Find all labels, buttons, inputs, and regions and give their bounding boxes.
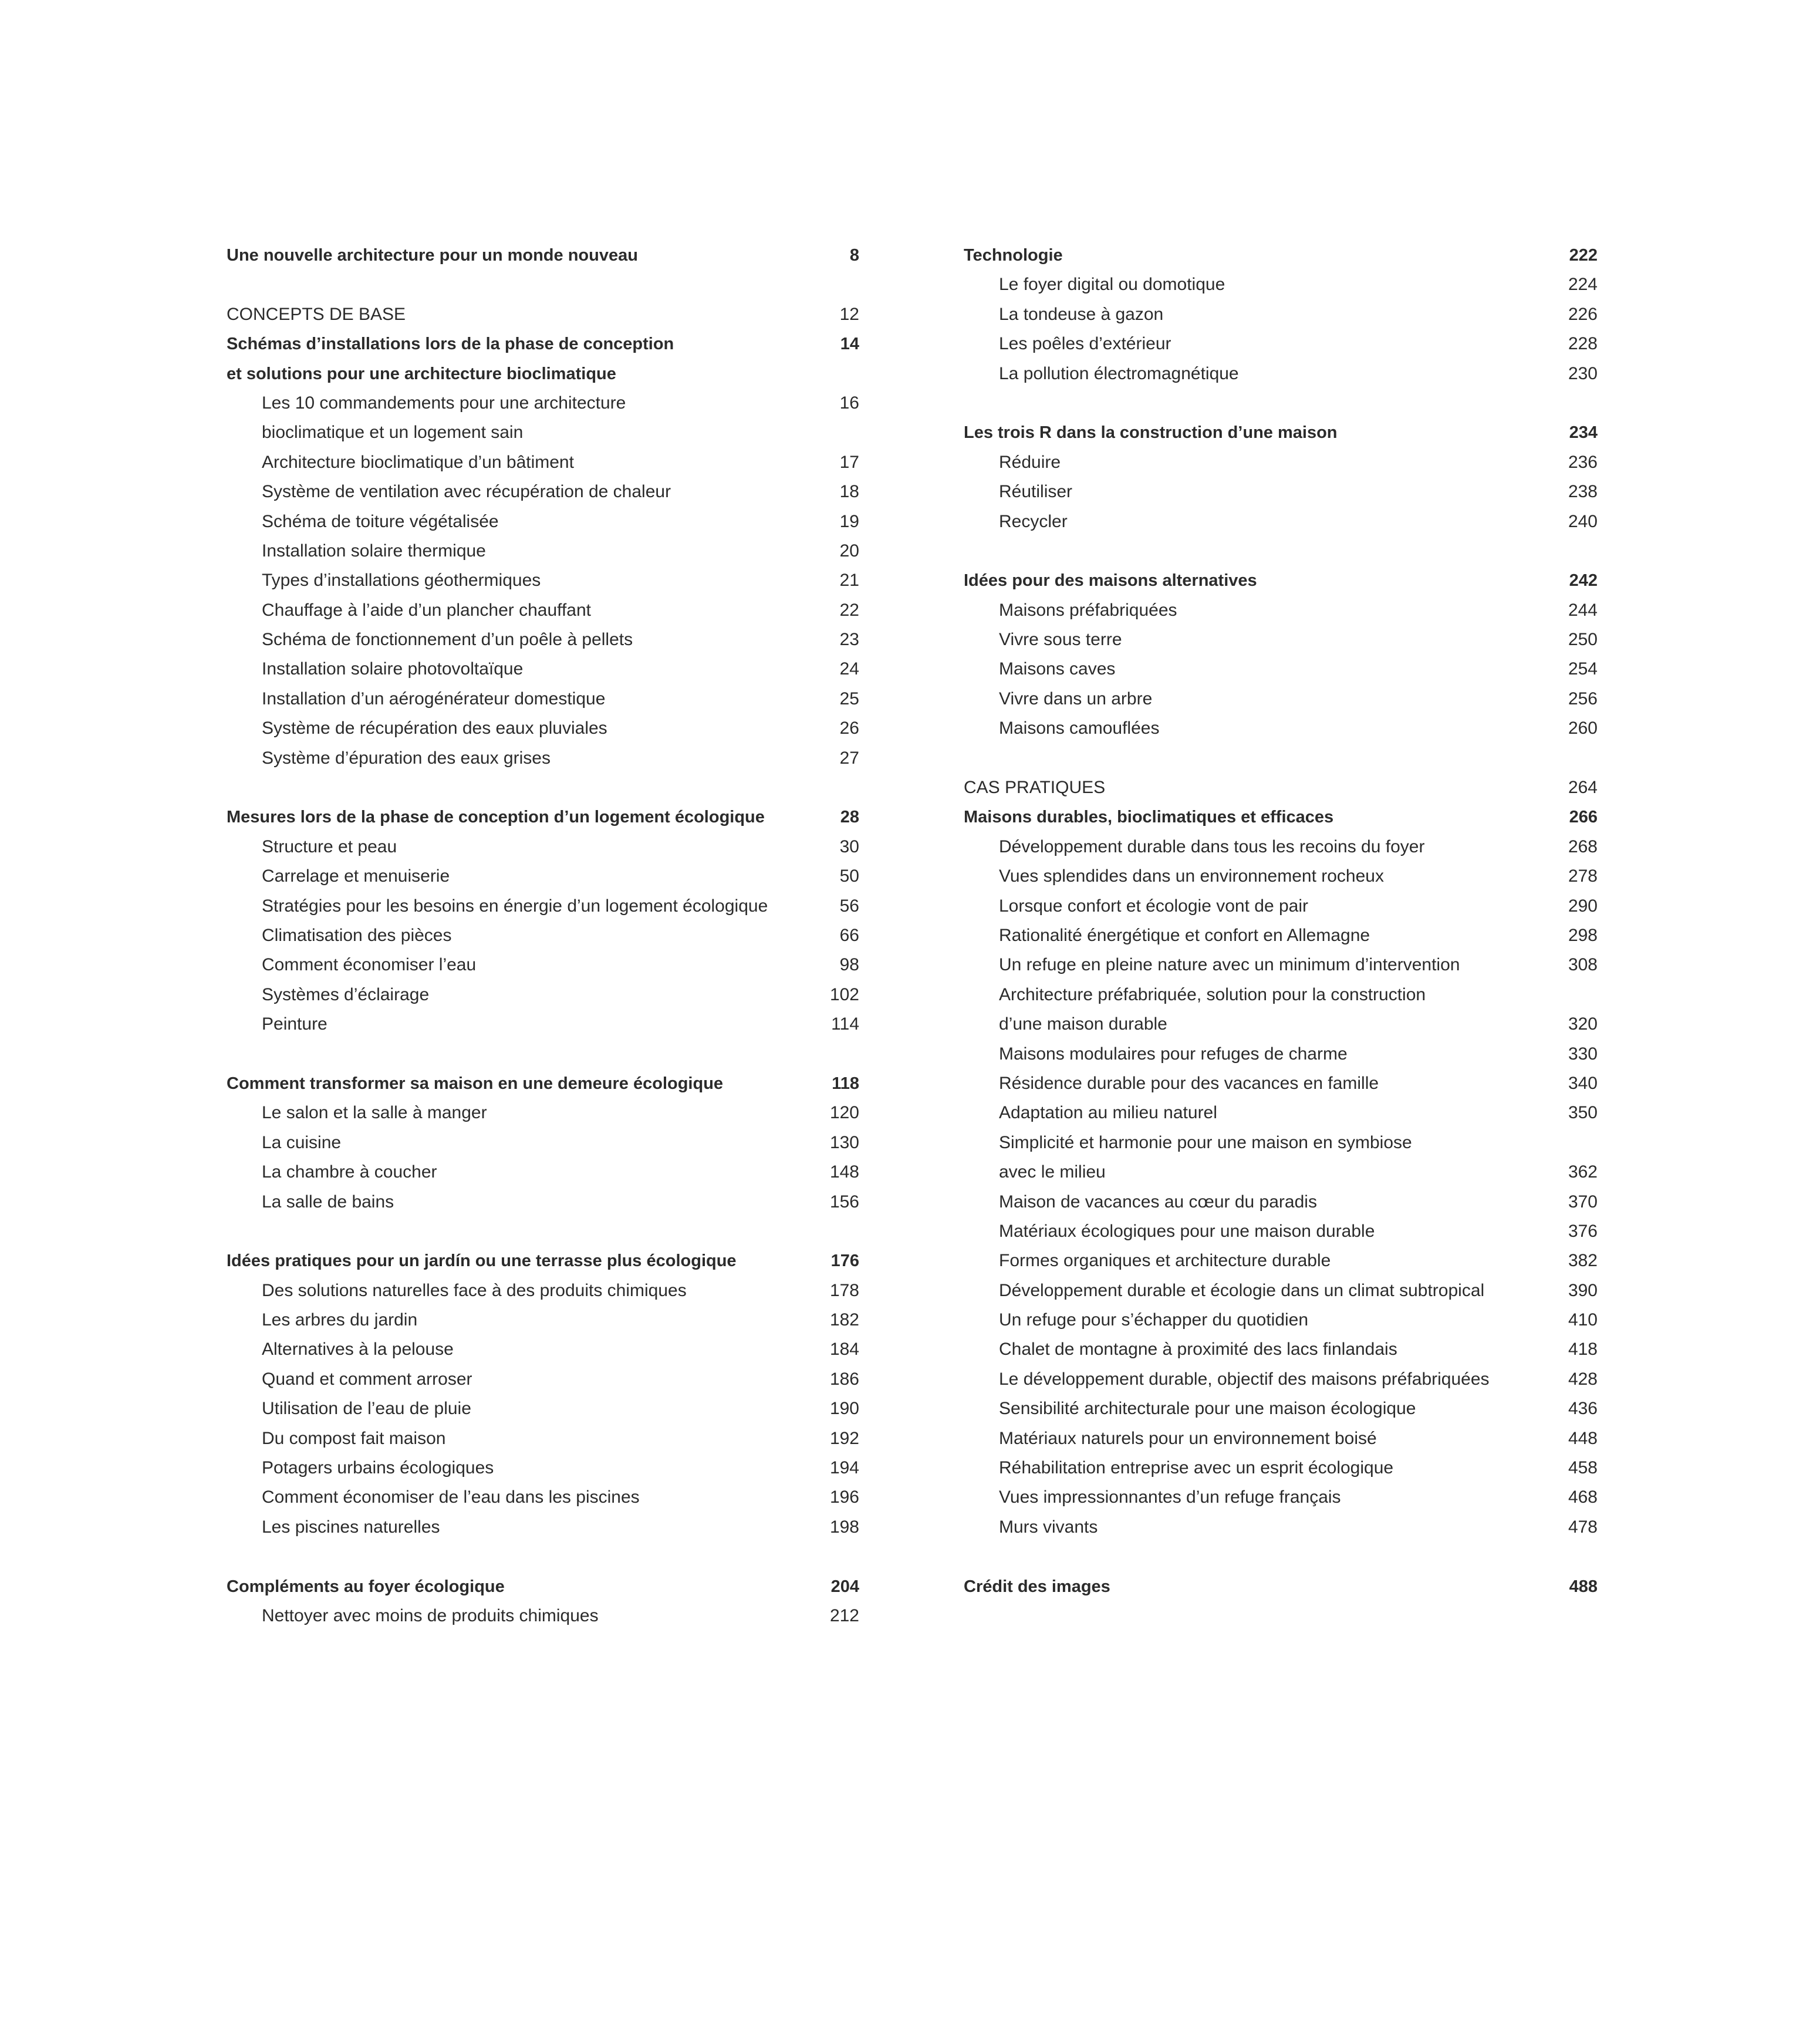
section-title: Une nouvelle architecture pour un monde nouveau bbox=[227, 246, 638, 265]
subsection-title: Maison de vacances au cœur du paradis bbox=[999, 1192, 1317, 1212]
subsection-title: Installation solaire photovoltaïque bbox=[262, 659, 524, 679]
toc-entry-du-compost-fait-maison bbox=[227, 1424, 859, 1453]
toc-entry-des-solutions-naturelles-face-a-des-prod bbox=[227, 1276, 859, 1305]
page-number: 298 bbox=[1568, 925, 1598, 945]
page-number: 242 bbox=[1569, 571, 1598, 591]
subsection-title: Maisons modulaires pour refuges de charme bbox=[999, 1044, 1348, 1064]
subsection-title: Murs vivants bbox=[999, 1517, 1098, 1537]
toc-entry-idees-pratiques-pour-un-jardin-ou-une-te bbox=[227, 1246, 859, 1276]
toc-entry-bioclimatique-et-un-logement-sain bbox=[227, 418, 859, 447]
toc-entry-vivre-sous-terre bbox=[964, 625, 1598, 655]
subsection-title: Architecture préfabriquée, solution pour la construction bbox=[999, 984, 1426, 1004]
toc-entry-systeme-de-ventilation-avec-recuperation bbox=[227, 477, 859, 507]
subsection-title: Types d’installations géothermiques bbox=[262, 571, 541, 591]
toc-entry-lorsque-confort-et-ecologie-vont-de-pair bbox=[964, 892, 1598, 921]
toc-entry-materiaux-ecologiques-pour-une-maison-du bbox=[964, 1217, 1598, 1246]
page-number: 226 bbox=[1568, 304, 1598, 324]
subsection-title: Rationalité énergétique et confort en Allemagne bbox=[999, 925, 1370, 945]
subsection-title: Réutiliser bbox=[999, 482, 1073, 502]
subsection-title: Réduire bbox=[999, 452, 1061, 472]
toc-entry-architecture-prefabriquee-solution-pour- bbox=[964, 980, 1598, 1010]
toc-entry-le-foyer-digital-ou-domotique bbox=[964, 270, 1598, 299]
toc-entry-la-cuisine bbox=[227, 1128, 859, 1158]
page-number: 212 bbox=[829, 1605, 859, 1625]
page-number: 222 bbox=[1569, 246, 1598, 265]
subsection-title: Comment économiser l’eau bbox=[262, 955, 477, 975]
section-title: et solutions pour une architecture bioclimatique bbox=[227, 364, 616, 383]
page-number: 468 bbox=[1568, 1487, 1598, 1507]
subsection-title: Le développement durable, objectif des maisons préfabriquées bbox=[999, 1369, 1490, 1389]
toc-entry-une-nouvelle-architecture-pour-un-monde- bbox=[227, 241, 859, 270]
subsection-title: Formes organiques et architecture durable bbox=[999, 1251, 1331, 1271]
subsection-title: La cuisine bbox=[262, 1132, 342, 1152]
toc-entry-les-piscines-naturelles bbox=[227, 1513, 859, 1542]
subsection-title: Maisons camouflées bbox=[999, 718, 1160, 738]
subsection-title: Alternatives à la pelouse bbox=[262, 1340, 454, 1359]
page-number: 186 bbox=[829, 1369, 859, 1389]
subsection-title: Architecture bioclimatique d’un bâtiment bbox=[262, 452, 574, 472]
toc-entry-d-une-maison-durable bbox=[964, 1010, 1598, 1039]
page-number: 8 bbox=[849, 246, 859, 265]
page-number: 458 bbox=[1568, 1458, 1598, 1478]
page-number: 27 bbox=[839, 748, 859, 768]
page-number: 428 bbox=[1568, 1369, 1598, 1389]
page-number: 28 bbox=[840, 808, 859, 827]
page-number: 50 bbox=[839, 866, 859, 886]
page-number: 178 bbox=[829, 1280, 859, 1300]
page-number: 130 bbox=[829, 1132, 859, 1152]
subsection-title: Climatisation des pièces bbox=[262, 925, 452, 945]
page-number: 25 bbox=[839, 689, 859, 709]
toc-entry-les-10-commandements-pour-une-architectu bbox=[227, 389, 859, 418]
toc-entry-vivre-dans-un-arbre bbox=[964, 684, 1598, 714]
toc-entry-sensibilite-architecturale-pour-une-mais bbox=[964, 1394, 1598, 1423]
subsection-title: Systèmes d’éclairage bbox=[262, 984, 430, 1004]
page-number: 308 bbox=[1568, 955, 1598, 975]
toc-entry-credit-des-images bbox=[964, 1572, 1598, 1601]
toc-entry-complements-au-foyer-ecologique bbox=[227, 1572, 859, 1601]
subsection-title: Stratégies pour les besoins en énergie d’un logement écologique bbox=[262, 896, 768, 916]
subsection-title: Système d’épuration des eaux grises bbox=[262, 748, 551, 768]
toc-entry-rationalite-energetique-et-confort-en-al bbox=[964, 921, 1598, 950]
toc-entry-mesures-lors-de-la-phase-de-conception-d bbox=[227, 802, 859, 832]
subsection-title: Matériaux naturels pour un environnement boisé bbox=[999, 1428, 1377, 1448]
page-number: 382 bbox=[1568, 1251, 1598, 1271]
page-number: 436 bbox=[1568, 1399, 1598, 1419]
page-number: 156 bbox=[829, 1192, 859, 1212]
toc-right-column bbox=[964, 241, 1598, 1601]
page-number: 256 bbox=[1568, 689, 1598, 709]
subsection-title: Système de récupération des eaux pluviales bbox=[262, 718, 607, 738]
subsection-title: Installation solaire thermique bbox=[262, 541, 486, 561]
page-number: 184 bbox=[829, 1340, 859, 1359]
section-title: Crédit des images bbox=[964, 1577, 1110, 1596]
page-number: 376 bbox=[1568, 1221, 1598, 1241]
toc-entry-comment-transformer-sa-maison-en-une-dem bbox=[227, 1069, 859, 1098]
toc-entry-idees-pour-des-maisons-alternatives bbox=[964, 566, 1598, 595]
subsection-title: Système de ventilation avec récupération de chaleur bbox=[262, 482, 671, 502]
subsection-title: Développement durable et écologie dans un climat subtropical bbox=[999, 1280, 1485, 1300]
page-number: 204 bbox=[830, 1577, 859, 1596]
subsection-title: La chambre à coucher bbox=[262, 1162, 437, 1182]
toc-entry-cas-pratiques bbox=[964, 773, 1598, 802]
page-number: 350 bbox=[1568, 1103, 1598, 1123]
part-title: CONCEPTS DE BASE bbox=[227, 304, 406, 324]
toc-entry-systemes-d-eclairage bbox=[227, 980, 859, 1010]
subsection-title: Nettoyer avec moins de produits chimiques bbox=[262, 1605, 599, 1625]
toc-entry-installation-solaire-thermique bbox=[227, 537, 859, 566]
toc-entry-utilisation-de-l-eau-de-pluie bbox=[227, 1394, 859, 1423]
subsection-title: Utilisation de l’eau de pluie bbox=[262, 1399, 471, 1419]
subsection-title: Des solutions naturelles face à des produits chimiques bbox=[262, 1280, 687, 1300]
subsection-title: Vues splendides dans un environnement rocheux bbox=[999, 866, 1384, 886]
subsection-title: La pollution électromagnétique bbox=[999, 363, 1239, 383]
page-number: 340 bbox=[1568, 1073, 1598, 1093]
page-number: 26 bbox=[839, 718, 859, 738]
subsection-title: Sensibilité architecturale pour une maison écologique bbox=[999, 1399, 1416, 1419]
page-number: 488 bbox=[1569, 1577, 1598, 1596]
page-number: 236 bbox=[1568, 452, 1598, 472]
toc-entry-maisons-caves bbox=[964, 655, 1598, 684]
toc-entry-systeme-de-recuperation-des-eaux-pluvial bbox=[227, 714, 859, 743]
toc-left-column bbox=[227, 241, 859, 1631]
page-number: 17 bbox=[839, 452, 859, 472]
page-number: 192 bbox=[829, 1428, 859, 1448]
page-number: 234 bbox=[1569, 423, 1598, 443]
page-number: 410 bbox=[1568, 1310, 1598, 1330]
subsection-title: d’une maison durable bbox=[999, 1014, 1167, 1034]
page-number: 114 bbox=[831, 1014, 859, 1034]
page-number: 290 bbox=[1568, 896, 1598, 916]
page-number: 244 bbox=[1568, 600, 1598, 620]
page-number: 224 bbox=[1568, 275, 1598, 295]
toc-entry-les-poeles-d-exterieur bbox=[964, 329, 1598, 359]
subsection-title: Développement durable dans tous les recoins du foyer bbox=[999, 836, 1425, 856]
page-number: 20 bbox=[839, 541, 859, 561]
toc-entry-reduire bbox=[964, 448, 1598, 477]
page-number: 21 bbox=[839, 571, 859, 591]
part-title: CAS PRATIQUES bbox=[964, 778, 1106, 798]
page-number: 448 bbox=[1568, 1428, 1598, 1448]
section-title: Schémas d’installations lors de la phase de conception bbox=[227, 335, 674, 354]
subsection-title: Maisons caves bbox=[999, 659, 1116, 679]
toc-entry-murs-vivants bbox=[964, 1513, 1598, 1542]
page-number: 56 bbox=[839, 896, 859, 916]
page-number: 182 bbox=[829, 1310, 859, 1330]
page-number: 266 bbox=[1569, 808, 1598, 827]
page-number: 66 bbox=[839, 925, 859, 945]
toc-entry-alternatives-a-la-pelouse bbox=[227, 1335, 859, 1364]
page-number: 12 bbox=[839, 304, 859, 324]
toc-entry-vues-splendides-dans-un-environnement-ro bbox=[964, 862, 1598, 891]
page-number: 320 bbox=[1568, 1014, 1598, 1034]
toc-entry-les-trois-r-dans-la-construction-d-une-m bbox=[964, 418, 1598, 447]
toc-entry-developpement-durable-et-ecologie-dans-u bbox=[964, 1276, 1598, 1305]
toc-entry-la-tondeuse-a-gazon bbox=[964, 300, 1598, 329]
toc-entry-la-pollution-electromagnetique bbox=[964, 359, 1598, 389]
page-number: 102 bbox=[829, 984, 859, 1004]
subsection-title: Schéma de fonctionnement d’un poêle à pellets bbox=[262, 630, 633, 650]
page-number: 370 bbox=[1568, 1192, 1598, 1212]
page-number: 478 bbox=[1568, 1517, 1598, 1537]
page-number: 264 bbox=[1568, 778, 1598, 798]
subsection-title: Comment économiser de l’eau dans les piscines bbox=[262, 1487, 640, 1507]
subsection-title: Le foyer digital ou domotique bbox=[999, 275, 1225, 295]
toc-entry-rehabilitation-entreprise-avec-un-esprit bbox=[964, 1453, 1598, 1483]
page-number: 19 bbox=[839, 511, 859, 531]
toc-entry-chauffage-a-l-aide-d-un-plancher-chauffa bbox=[227, 596, 859, 625]
page-number: 98 bbox=[839, 955, 859, 975]
page-number: 390 bbox=[1568, 1280, 1598, 1300]
toc-entry-le-salon-et-la-salle-a-manger bbox=[227, 1098, 859, 1128]
page-number: 24 bbox=[839, 659, 859, 679]
toc-entry-maisons-modulaires-pour-refuges-de-charm bbox=[964, 1040, 1598, 1069]
toc-entry-reutiliser bbox=[964, 477, 1598, 507]
toc-entry-un-refuge-pour-s-echapper-du-quotidien bbox=[964, 1305, 1598, 1335]
toc-entry-concepts-de-base bbox=[227, 300, 859, 329]
subsection-title: Carrelage et menuiserie bbox=[262, 866, 450, 886]
toc-entry-avec-le-milieu bbox=[964, 1158, 1598, 1187]
section-title: Compléments au foyer écologique bbox=[227, 1577, 505, 1596]
page-number: 250 bbox=[1568, 630, 1598, 650]
toc-entry-et-solutions-pour-une-architecture-biocl bbox=[227, 359, 859, 389]
section-title: Technologie bbox=[964, 246, 1063, 265]
subsection-title: Résidence durable pour des vacances en famille bbox=[999, 1073, 1379, 1093]
page-number: 196 bbox=[829, 1487, 859, 1507]
subsection-title: Matériaux écologiques pour une maison durable bbox=[999, 1221, 1375, 1241]
subsection-title: Chauffage à l’aide d’un plancher chauffant bbox=[262, 600, 591, 620]
toc-entry-materiaux-naturels-pour-un-environnement bbox=[964, 1424, 1598, 1453]
toc-entry-technologie bbox=[964, 241, 1598, 270]
page-number: 30 bbox=[839, 836, 859, 856]
toc-entry-les-arbres-du-jardin bbox=[227, 1305, 859, 1335]
subsection-title: Recycler bbox=[999, 511, 1068, 531]
page-number: 23 bbox=[839, 630, 859, 650]
toc-entry-peinture bbox=[227, 1010, 859, 1039]
page-number: 260 bbox=[1568, 718, 1598, 738]
page-number: 228 bbox=[1568, 334, 1598, 354]
toc-entry-maison-de-vacances-au-c-ur-du-paradis bbox=[964, 1188, 1598, 1217]
subsection-title: Le salon et la salle à manger bbox=[262, 1103, 487, 1123]
subsection-title: Un refuge pour s’échapper du quotidien bbox=[999, 1310, 1309, 1330]
toc-entry-maisons-durables-bioclimatiques-et-effic bbox=[964, 802, 1598, 832]
toc-entry-adaptation-au-milieu-naturel bbox=[964, 1098, 1598, 1128]
page-number: 14 bbox=[840, 335, 859, 354]
page-number: 238 bbox=[1568, 482, 1598, 502]
subsection-title: Vues impressionnantes d’un refuge français bbox=[999, 1487, 1341, 1507]
page-number: 418 bbox=[1568, 1340, 1598, 1359]
page-number: 278 bbox=[1568, 866, 1598, 886]
page-number: 120 bbox=[829, 1103, 859, 1123]
subsection-title: Quand et comment arroser bbox=[262, 1369, 472, 1389]
toc-entry-vues-impressionnantes-d-un-refuge-franca bbox=[964, 1483, 1598, 1512]
toc-entry-maisons-camouflees bbox=[964, 714, 1598, 743]
toc-entry-chalet-de-montagne-a-proximite-des-lacs- bbox=[964, 1335, 1598, 1364]
toc-entry-carrelage-et-menuiserie bbox=[227, 862, 859, 891]
toc-entry-developpement-durable-dans-tous-les-reco bbox=[964, 832, 1598, 862]
toc-entry-schema-de-toiture-vegetalisee bbox=[227, 507, 859, 537]
section-title: Maisons durables, bioclimatiques et efficaces bbox=[964, 808, 1334, 827]
toc-entry-simplicite-et-harmonie-pour-une-maison-e bbox=[964, 1128, 1598, 1158]
toc-entry-types-d-installations-geothermiques bbox=[227, 566, 859, 595]
subsection-title: Les 10 commandements pour une architecture bbox=[262, 393, 626, 413]
subsection-title: Potagers urbains écologiques bbox=[262, 1458, 494, 1478]
page-number: 362 bbox=[1568, 1162, 1598, 1182]
subsection-title: Les arbres du jardin bbox=[262, 1310, 418, 1330]
page-number: 198 bbox=[829, 1517, 859, 1537]
subsection-title: Structure et peau bbox=[262, 836, 397, 856]
toc-entry-comment-economiser-l-eau bbox=[227, 950, 859, 980]
subsection-title: Maisons préfabriquées bbox=[999, 600, 1177, 620]
toc-entry-structure-et-peau bbox=[227, 832, 859, 862]
toc-entry-systeme-d-epuration-des-eaux-grises bbox=[227, 744, 859, 773]
toc-entry-schema-de-fonctionnement-d-un-poele-a-pe bbox=[227, 625, 859, 655]
page-number: 254 bbox=[1568, 659, 1598, 679]
page-number: 148 bbox=[829, 1162, 859, 1182]
section-title: Idées pour des maisons alternatives bbox=[964, 571, 1257, 591]
subsection-title: La tondeuse à gazon bbox=[999, 304, 1164, 324]
subsection-title: Schéma de toiture végétalisée bbox=[262, 511, 499, 531]
toc-entry-maisons-prefabriquees bbox=[964, 596, 1598, 625]
subsection-title: Adaptation au milieu naturel bbox=[999, 1103, 1217, 1123]
page-number: 230 bbox=[1568, 363, 1598, 383]
subsection-title: Vivre dans un arbre bbox=[999, 689, 1153, 709]
page-number: 18 bbox=[839, 482, 859, 502]
toc-entry-nettoyer-avec-moins-de-produits-chimique bbox=[227, 1601, 859, 1631]
subsection-title: Simplicité et harmonie pour une maison en symbiose bbox=[999, 1132, 1412, 1152]
toc-entry-formes-organiques-et-architecture-durabl bbox=[964, 1246, 1598, 1276]
page-number: 190 bbox=[829, 1399, 859, 1419]
toc-entry-comment-economiser-de-l-eau-dans-les-pis bbox=[227, 1483, 859, 1512]
page-number: 118 bbox=[832, 1074, 859, 1093]
page-number: 194 bbox=[829, 1458, 859, 1478]
toc-entry-strategies-pour-les-besoins-en-energie-d bbox=[227, 892, 859, 921]
page-number: 176 bbox=[830, 1251, 859, 1271]
toc-entry-la-salle-de-bains bbox=[227, 1188, 859, 1217]
page-number: 16 bbox=[839, 393, 859, 413]
section-title: Comment transformer sa maison en une demeure écologique bbox=[227, 1074, 724, 1093]
section-title: Idées pratiques pour un jardín ou une terrasse plus écologique bbox=[227, 1251, 737, 1271]
subsection-title: bioclimatique et un logement sain bbox=[262, 423, 524, 443]
toc-entry-residence-durable-pour-des-vacances-en-f bbox=[964, 1069, 1598, 1098]
toc-entry-installation-d-un-aerogenerateur-domesti bbox=[227, 684, 859, 714]
page-number: 240 bbox=[1568, 511, 1598, 531]
toc-entry-quand-et-comment-arroser bbox=[227, 1365, 859, 1394]
page-number: 330 bbox=[1568, 1044, 1598, 1064]
toc-entry-la-chambre-a-coucher bbox=[227, 1158, 859, 1187]
toc-entry-architecture-bioclimatique-d-un-batiment bbox=[227, 448, 859, 477]
subsection-title: La salle de bains bbox=[262, 1192, 394, 1212]
subsection-title: Du compost fait maison bbox=[262, 1428, 446, 1448]
subsection-title: Lorsque confort et écologie vont de pair bbox=[999, 896, 1309, 916]
toc-entry-potagers-urbains-ecologiques bbox=[227, 1453, 859, 1483]
toc-entry-recycler bbox=[964, 507, 1598, 537]
subsection-title: Un refuge en pleine nature avec un minimum d’intervention bbox=[999, 955, 1460, 975]
subsection-title: Les piscines naturelles bbox=[262, 1517, 440, 1537]
subsection-title: Réhabilitation entreprise avec un esprit écologique bbox=[999, 1458, 1394, 1478]
toc-entry-un-refuge-en-pleine-nature-avec-un-minim bbox=[964, 950, 1598, 980]
toc-entry-installation-solaire-photovoltaique bbox=[227, 655, 859, 684]
toc-entry-schemas-d-installations-lors-de-la-phase bbox=[227, 329, 859, 359]
subsection-title: Vivre sous terre bbox=[999, 630, 1122, 650]
toc-entry-le-developpement-durable-objectif-des-ma bbox=[964, 1365, 1598, 1394]
page-number: 22 bbox=[839, 600, 859, 620]
toc-entry-climatisation-des-pieces bbox=[227, 921, 859, 950]
page-number: 268 bbox=[1568, 836, 1598, 856]
subsection-title: avec le milieu bbox=[999, 1162, 1106, 1182]
subsection-title: Chalet de montagne à proximité des lacs finlandais bbox=[999, 1340, 1397, 1359]
section-title: Les trois R dans la construction d’une maison bbox=[964, 423, 1338, 443]
subsection-title: Peinture bbox=[262, 1014, 327, 1034]
subsection-title: Installation d’un aérogénérateur domestique bbox=[262, 689, 606, 709]
section-title: Mesures lors de la phase de conception d’un logement écologique bbox=[227, 808, 765, 827]
subsection-title: Les poêles d’extérieur bbox=[999, 334, 1171, 354]
